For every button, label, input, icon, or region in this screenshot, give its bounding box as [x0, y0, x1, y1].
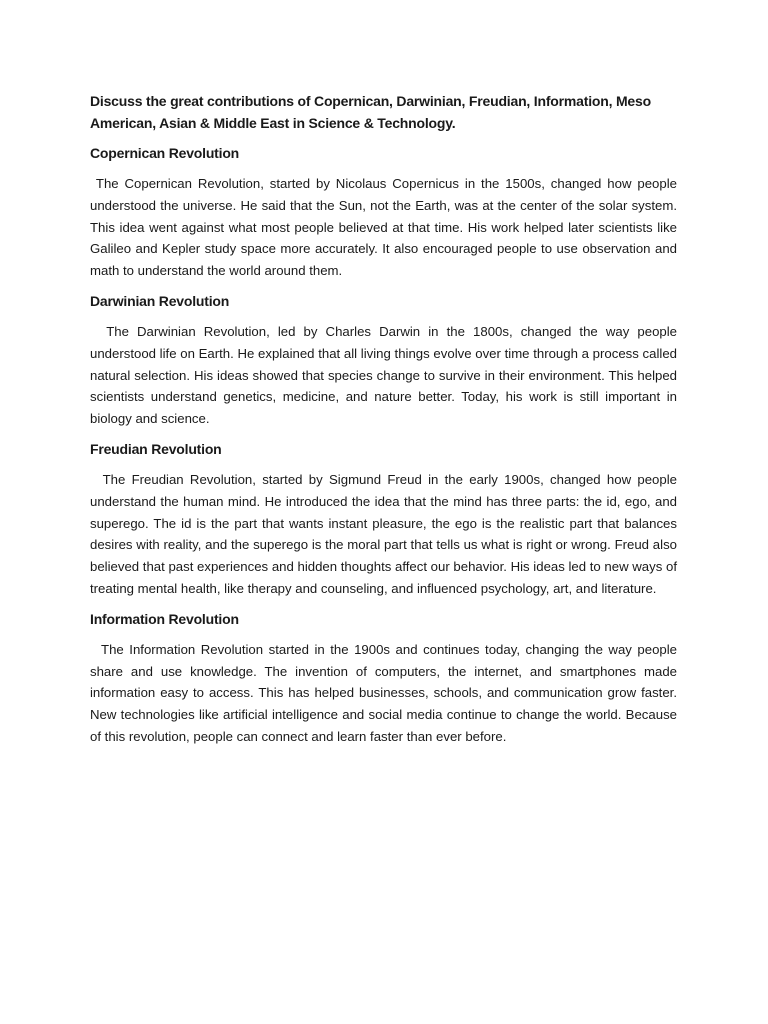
section-heading: Freudian Revolution — [90, 440, 222, 457]
section-freudian — [90, 438, 681, 600]
section-information — [90, 608, 681, 748]
section-heading: Information Revolution — [90, 610, 239, 627]
section-body: The Information Revolution started in the 1900s and continues today, changing the way people share and use knowledge. The invention of computers, the internet, and smartphones made information easy to access. This has helped businesses, schools, and communication grow faster. New technologies like artificial intelligence and social media continue to change the world. Because of this revolution, people can connect and learn faster than ever before. — [90, 641, 681, 744]
section-heading: Copernican Revolution — [90, 145, 240, 161]
section-body: The Copernican Revolution, started by Nicolaus Copernicus in the 1500s, changed how people understood the universe. He said that the Sun, not the Earth, was at the center of the solar system. This idea went against what most people believed at that time. His work helped later scientists like Galileo and Kepler study space more accurately. It also encouraged people to use observation and math to understand the world around them. — [90, 176, 681, 279]
section-body: The Freudian Revolution, started by Sigmund Freud in the early 1900s, changed how people understand the human mind. He introduced the idea that the mind has three parts: the id, ego, and superego. The id is the part that wants instant pleasure, the ego is the realistic part that balances desires with reality, and the superego is the moral part that tells us what is right or wrong. Freud also believed that past experiences and hidden thoughts affect our behavior. His ideas led to new ways of treating mental health, like therapy and counseling, and influenced psychology, art, and literature. — [90, 471, 681, 596]
section-copernican — [90, 142, 681, 282]
section-darwinian — [90, 290, 681, 430]
section-heading: Darwinian Revolution — [90, 292, 230, 309]
document-title: Discuss the great contributions of Copernican, Darwinian, Freudian, Information, Meso American, Asian & Middle East in Science & Technology. — [90, 93, 651, 131]
section-body: The Darwinian Revolution, led by Charles Darwin in the 1800s, changed the way people understood life on Earth. He explained that all living things evolve over time through a process called natural selection. His ideas showed that species change to survive in their environment. This helped scientists understand genetics, medicine, and nature better. Today, his work is still important in biology and science. — [90, 323, 681, 427]
document-page — [90, 90, 681, 756]
